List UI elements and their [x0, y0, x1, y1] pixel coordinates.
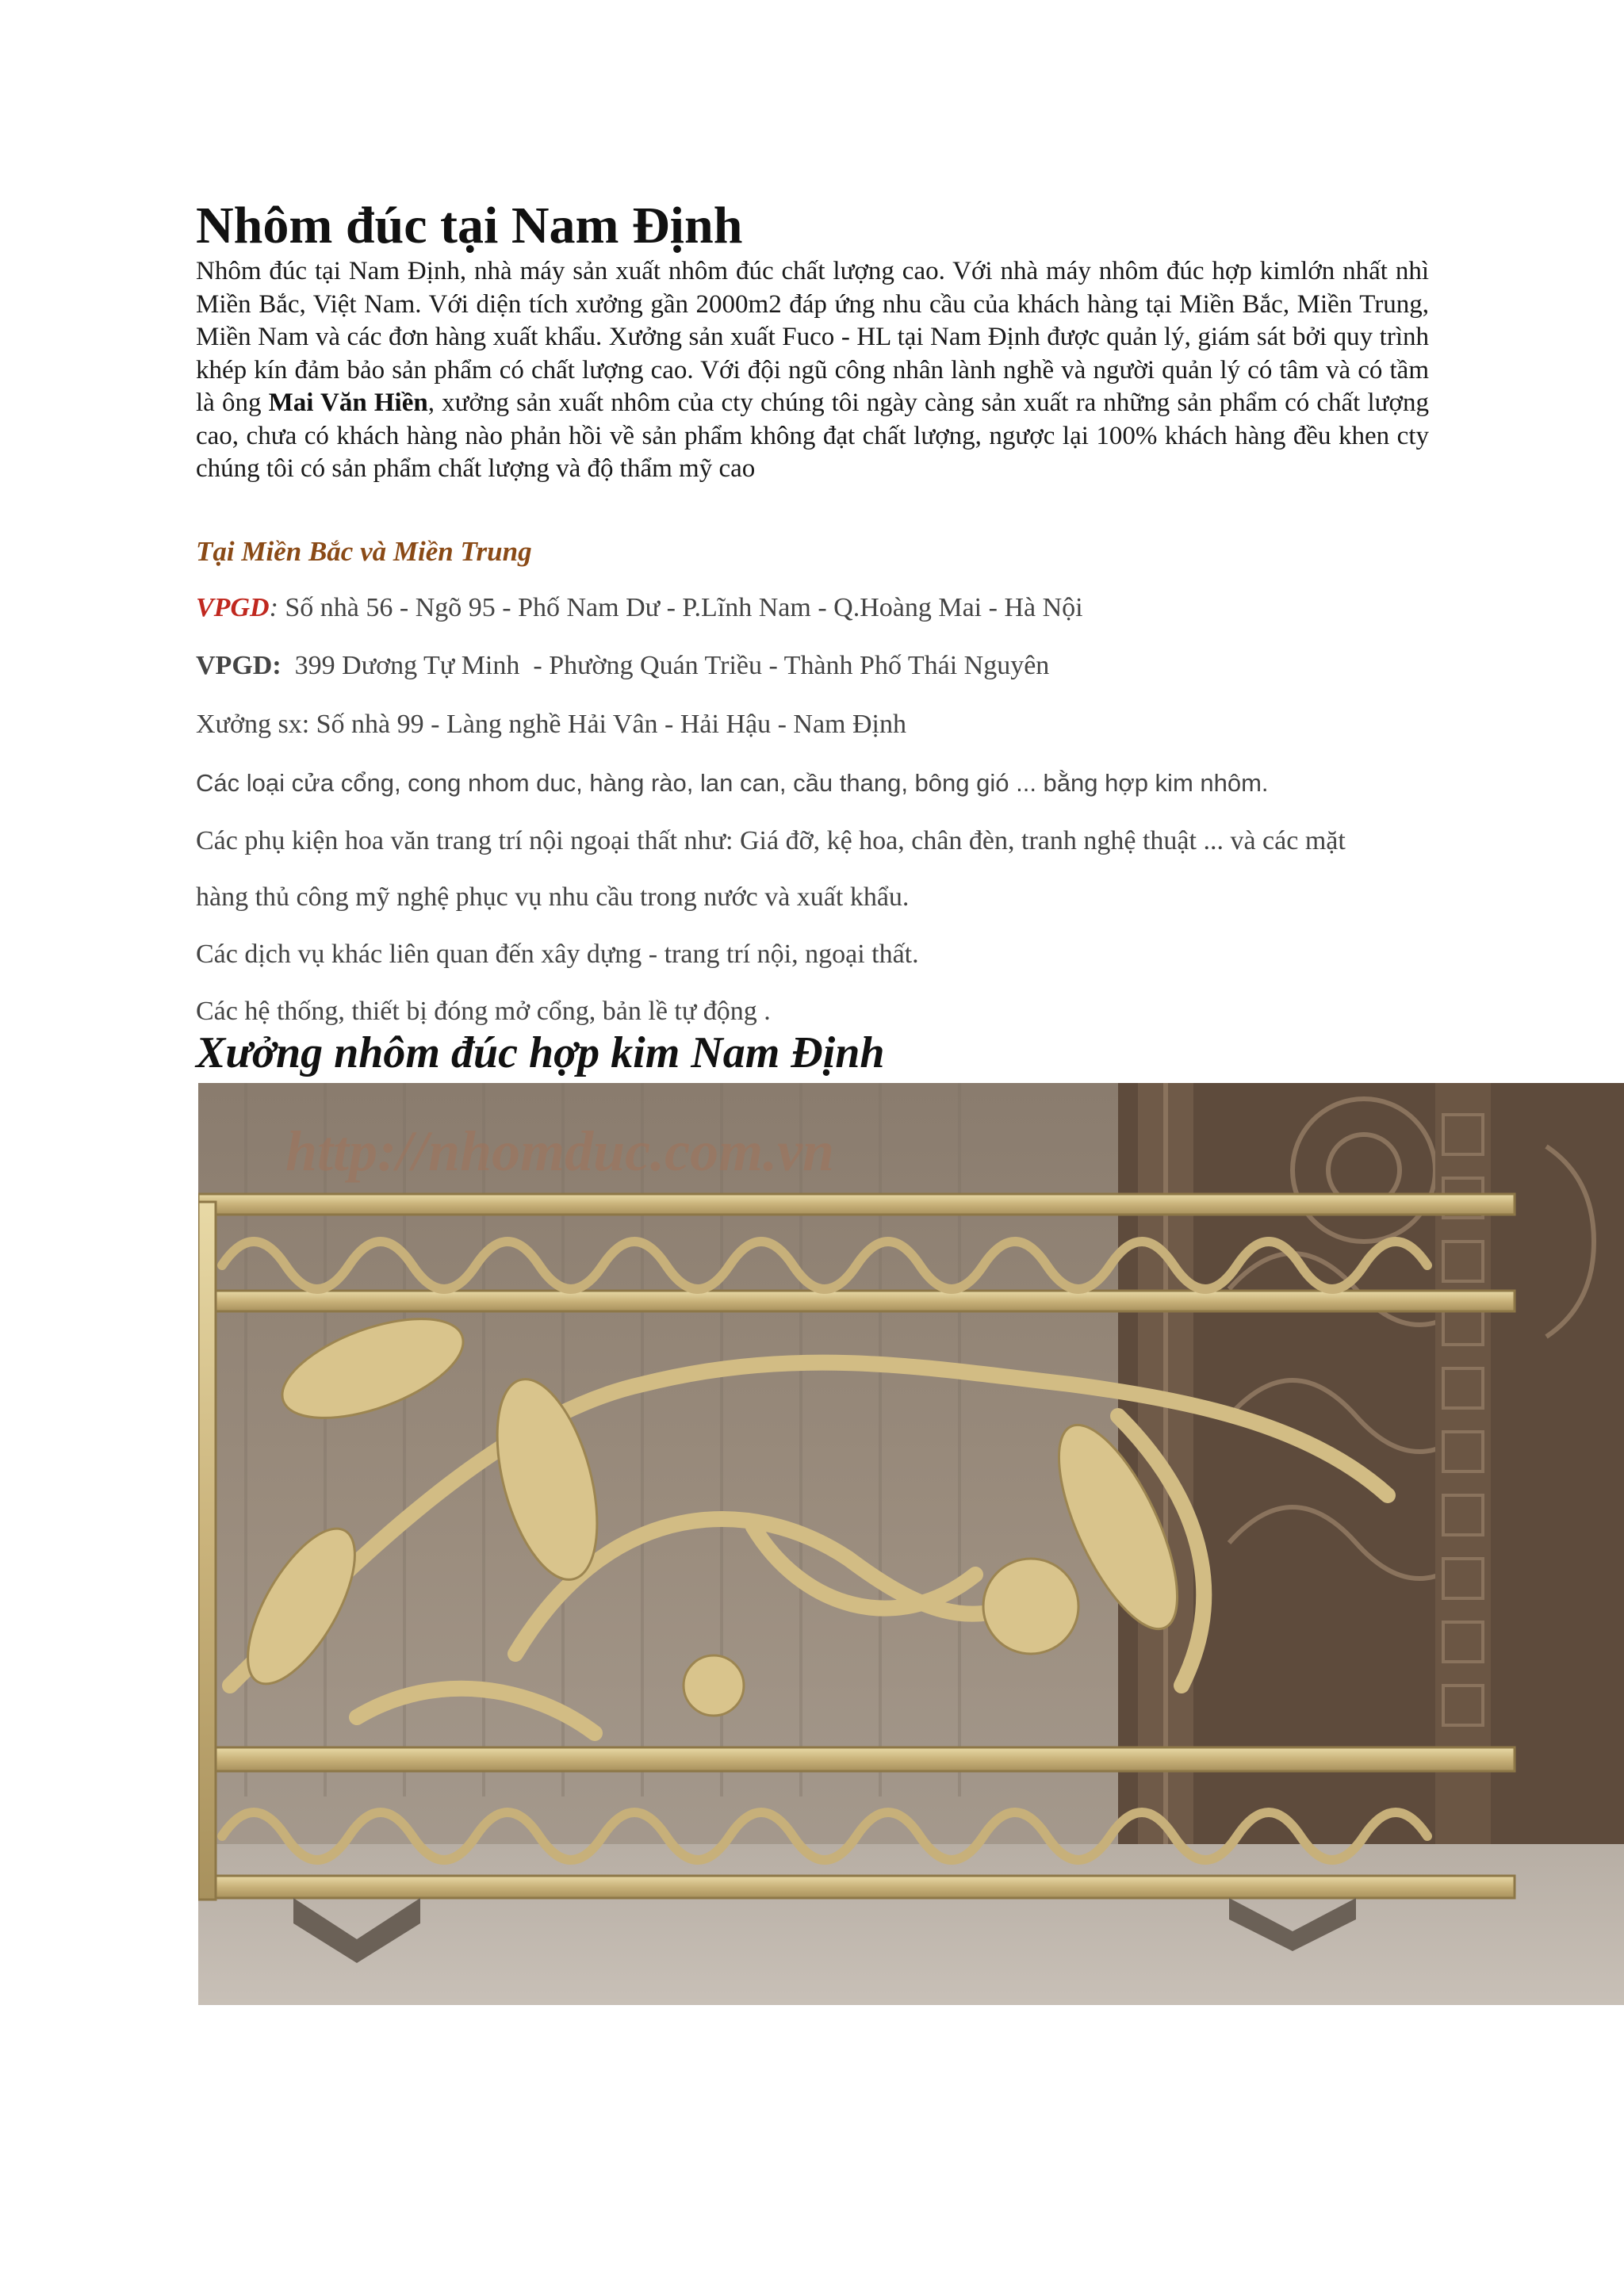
intro-paragraph: [196, 255, 1429, 486]
accessories-line-2: hàng thủ công mỹ nghệ phục vụ nhu cầu trong nước và xuất khẩu.: [196, 882, 910, 912]
accessories-line-1: Các phụ kiện hoa văn trang trí nội ngoại thất như: Giá đỡ, kệ hoa, chân đèn, tranh nghệ thuật ... và các mặt: [196, 826, 1346, 855]
office-address-text-1: Số nhà 56 - Ngõ 95 - Phố Nam Dư - P.Lĩnh Nam - Q.Hoàng Mai - Hà Nội: [278, 593, 1083, 622]
page-title: Nhôm đúc tại Nam Định: [196, 197, 743, 254]
manager-name: Mai Văn Hiền: [268, 388, 428, 417]
intro-text-part2: , xưởng sản xuất nhôm của cty chúng tôi ngày càng sản xuất ra những sản phẩm có chất lượng cao, chưa có khách hàng nào phản hồi về sản phẩm không đạt chất lượng, ngược lại 100% khách hàng đều khen cty chúng tôi có sản phẩm chất lượng và độ thẩm mỹ cao: [196, 388, 1429, 483]
office-label-2: VPGD:: [196, 651, 282, 680]
office-address-text-2: 399 Dương Tự Minh - Phường Quán Triều - Thành Phố Thái Nguyên: [281, 651, 1050, 680]
intro-text-part1: Nhôm đúc tại Nam Định, nhà máy sản xuất nhôm đúc chất lượng cao. Với nhà máy nhôm đúc hợp kimlớn nhất nhì Miền Bắc, Việt Nam. Với diện tích xưởng gần 2000m2 đáp ứng nhu cầu của khách hàng tại Miền Bắc, Miền Trung, Miền Nam và các đơn hàng xuất khẩu. Xưởng sản xuất Fuco - HL tại Nam Định được quản lý, giám sát bởi quy trình khép kín đảm bảo sản phẩm có chất lượng cao. Với đội ngũ công nhân lành nghề và người quản lý có tâm và có tầm là ông: [196, 257, 1429, 417]
section-subtitle: Xưởng nhôm đúc hợp kim Nam Định: [196, 1028, 885, 1077]
office-address-2: [196, 651, 1049, 681]
photo-watermark: http://nhomduc.com.vn: [285, 1119, 835, 1183]
services-line: Các dịch vụ khác liên quan đến xây dựng - trang trí nội, ngoại thất.: [196, 939, 919, 969]
region-heading: Tại Miền Bắc và Miền Trung: [196, 536, 532, 567]
office-label-colon: :: [269, 593, 278, 622]
office-label-1: VPGD: [196, 593, 270, 622]
product-line: Các loại cửa cổng, cong nhom duc, hàng rào, lan can, cầu thang, bông gió ... bằng hợp kim nhôm.: [196, 769, 1269, 797]
workshop-address: Xưởng sx: Số nhà 99 - Làng nghề Hải Vân - Hải Hậu - Nam Định: [196, 710, 907, 739]
office-address-1: [196, 593, 1083, 623]
cast-aluminum-railing-photo: [198, 1083, 1624, 2005]
systems-line: Các hệ thống, thiết bị đóng mở cổng, bản lề tự động .: [196, 997, 771, 1026]
